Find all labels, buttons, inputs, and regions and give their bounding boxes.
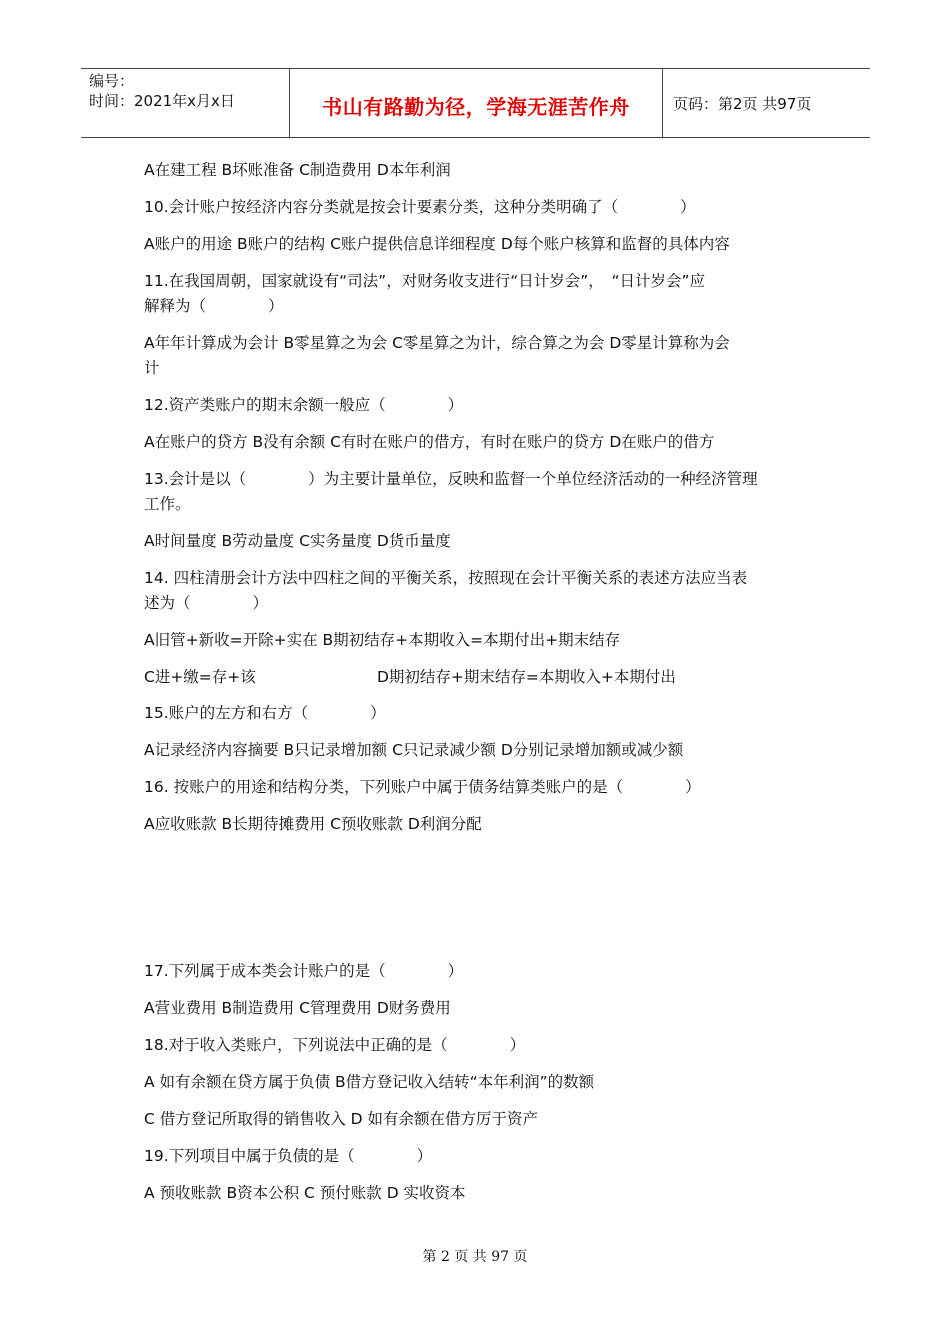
document-number-label: 编号： — [89, 72, 135, 90]
options-q11-line1: A年年计算成为会计 B零星算之为会 C零星算之为计，综合算之为会 D零星计算称为会 — [144, 334, 730, 352]
question-16: 16. 按账户的用途和结构分类，下列账户中属于债务结算类账户的是（ ） — [144, 778, 701, 796]
options-q14-ab: A旧管+新收=开除+实在 B期初结存+本期收入=本期付出+期末结存 — [144, 631, 621, 649]
options-q16: A应收账款 B长期待摊费用 C预收账款 D利润分配 — [144, 815, 482, 833]
question-14-line2: 述为（ ） — [144, 594, 269, 612]
document-time-label: 时间：2021年x月x日 — [89, 92, 235, 110]
question-11-line1: 11.在我国周朝，国家就设有“司法”，对财务收支进行“日计岁会”， “日计岁会”应 — [144, 272, 706, 290]
question-17: 17.下列属于成本类会计账户的是（ ） — [144, 962, 464, 980]
question-11-line2: 解释为（ ） — [144, 297, 284, 315]
page-footer: 第 2 页 共 97 页 — [422, 1249, 528, 1265]
question-13-line1: 13.会计是以（ ）为主要计量单位，反映和监督一个单位经济活动的一种经济管理 — [144, 470, 758, 488]
header-page-info: 页码：第2页 共97页 — [673, 94, 812, 113]
header-meta — [81, 69, 290, 137]
options-q18-ab: A 如有余额在贷方属于负债 B借方登记收入结转“本年利润”的数额 — [144, 1073, 595, 1091]
options-q15: A记录经济内容摘要 B只记录增加额 C只记录减少额 D分别记录增加额或减少额 — [144, 741, 684, 759]
options-q12: A在账户的贷方 B没有余额 C有时在账户的借方，有时在账户的贷方 D在账户的借方 — [144, 433, 715, 451]
options-q19: A 预收账款 B资本公积 C 预付账款 D 实收资本 — [144, 1184, 466, 1202]
question-12: 12.资产类账户的期末余额一般应（ ） — [144, 396, 464, 414]
options-q9: A在建工程 B坏账准备 C制造费用 D本年利润 — [144, 161, 451, 179]
question-19: 19.下列项目中属于负债的是（ ） — [144, 1147, 433, 1165]
options-q13: A时间量度 B劳动量度 C实务量度 D货币量度 — [144, 532, 451, 550]
options-q14-c: C进+缴=存+该 — [144, 668, 256, 686]
question-18: 18.对于收入类账户，下列说法中正确的是（ ） — [144, 1036, 526, 1054]
question-14-line1: 14. 四柱清册会计方法中四柱之间的平衡关系，按照现在会计平衡关系的表述方法应当表 — [144, 569, 748, 587]
question-10: 10.会计账户按经济内容分类就是按会计要素分类，这种分类明确了（ ） — [144, 198, 696, 216]
header-motto: 书山有路勤为径，学海无涯苦作舟 — [290, 69, 663, 137]
options-q10: A账户的用途 B账户的结构 C账户提供信息详细程度 D每个账户核算和监督的具体内容 — [144, 235, 730, 253]
question-15: 15.账户的左方和右方（ ） — [144, 704, 386, 722]
options-q14-d: D期初结存+期末结存=本期收入+本期付出 — [377, 668, 676, 686]
options-q18-cd: C 借方登记所取得的销售收入 D 如有余额在借方厉于资产 — [144, 1110, 539, 1128]
options-q11-line2: 计 — [144, 359, 160, 377]
page-header — [81, 68, 870, 138]
options-q17: A营业费用 B制造费用 C管理费用 D财务费用 — [144, 999, 451, 1017]
question-13-line2: 工作。 — [144, 495, 191, 513]
